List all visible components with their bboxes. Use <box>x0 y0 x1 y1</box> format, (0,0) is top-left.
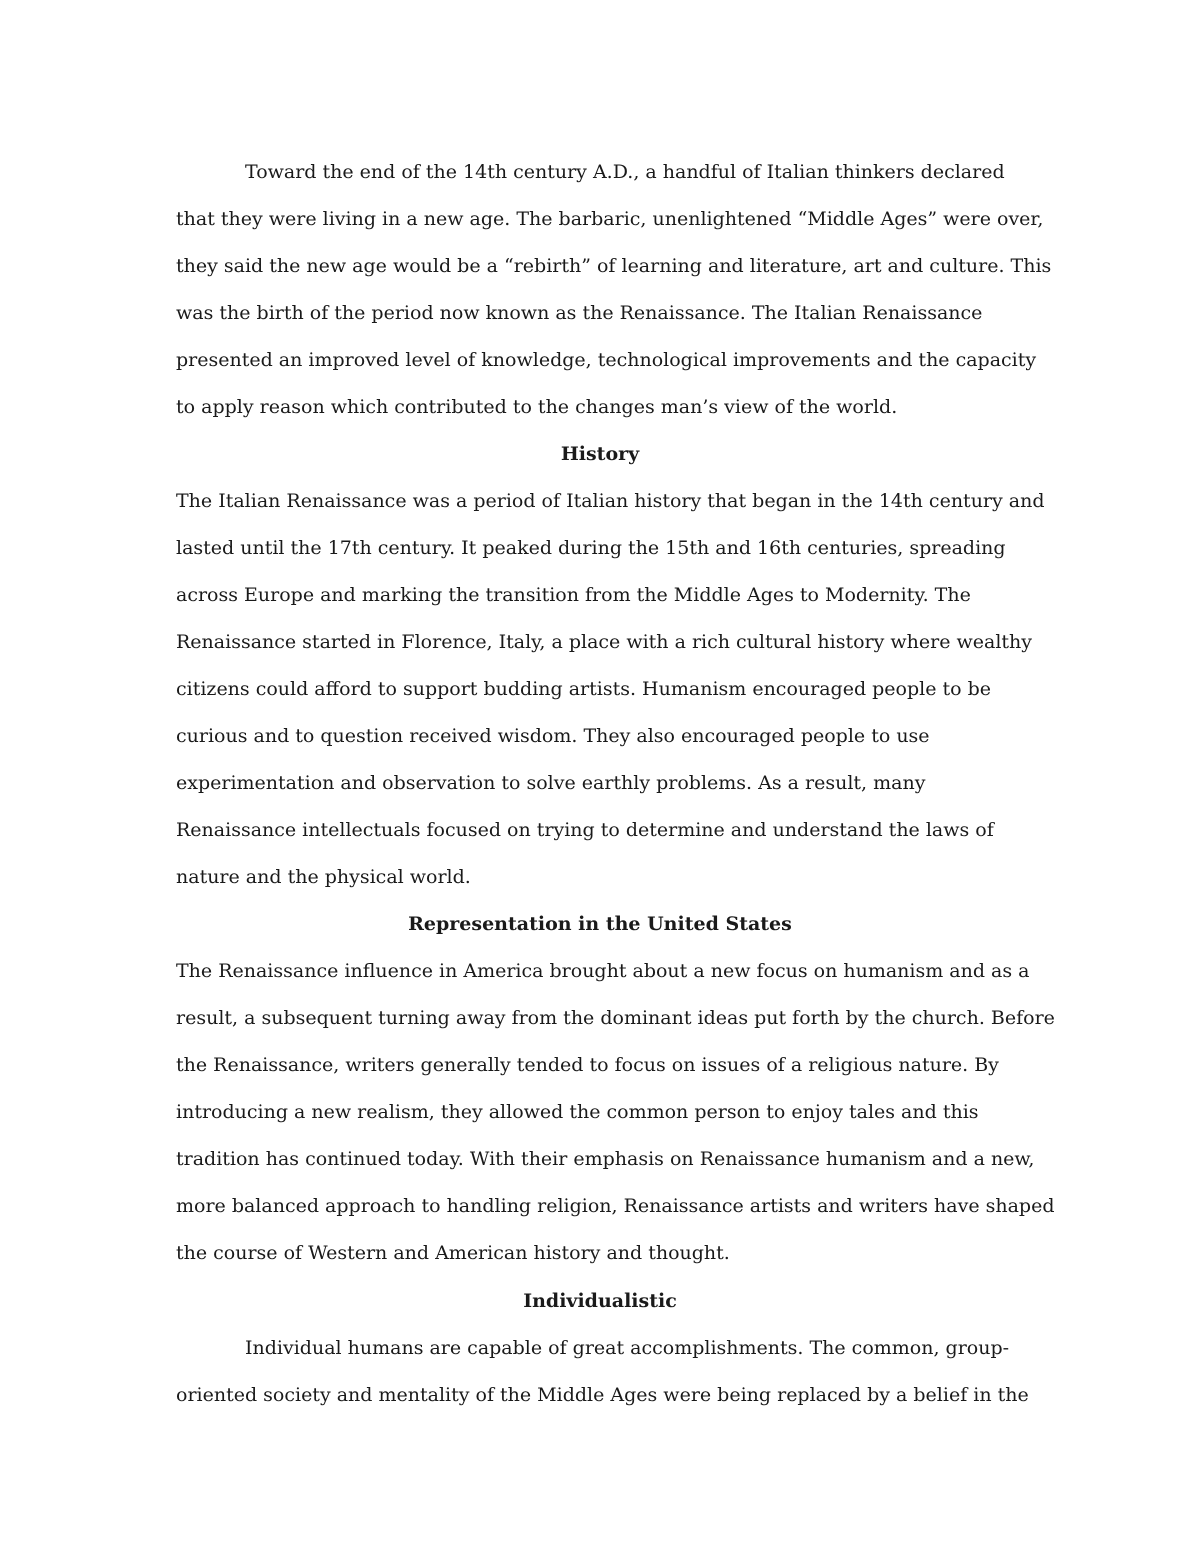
paragraph-line: introducing a new realism, they allowed the common person to enjoy tales and this <box>176 1101 979 1123</box>
paragraph-line: Renaissance started in Florence, Italy, a place with a rich cultural history where wealthy <box>176 631 1033 653</box>
paragraph-line: Individual humans are capable of great accomplishments. The common, group- <box>245 1337 1010 1359</box>
paragraph-line: The Renaissance influence in America brought about a new focus on humanism and as a <box>176 960 1030 982</box>
paragraph-line: The Italian Renaissance was a period of Italian history that began in the 14th century and <box>176 490 1045 512</box>
paragraph-line: oriented society and mentality of the Middle Ages were being replaced by a belief in the <box>176 1384 1029 1406</box>
paragraph-line: lasted until the 17th century. It peaked during the 15th and 16th centuries, spreading <box>176 537 1006 559</box>
paragraph-line: citizens could afford to support budding artists. Humanism encouraged people to be <box>176 678 992 700</box>
section-heading-individualistic: Individualistic <box>523 1290 677 1312</box>
section-heading-history: History <box>560 443 640 465</box>
section-heading-representation: Representation in the United States <box>408 913 792 935</box>
paragraph-line: curious and to question received wisdom. They also encouraged people to use <box>176 725 930 747</box>
paragraph-line: Toward the end of the 14th century A.D., a handful of Italian thinkers declared <box>245 161 1005 183</box>
paragraph-line: they said the new age would be a “rebirth” of learning and literature, art and culture. This <box>176 255 1052 277</box>
paragraph-line: the Renaissance, writers generally tended to focus on issues of a religious nature. By <box>176 1054 999 1076</box>
paragraph-line: that they were living in a new age. The barbaric, unenlightened “Middle Ages” were over, <box>176 208 1044 230</box>
paragraph-line: more balanced approach to handling religion, Renaissance artists and writers have shaped <box>176 1195 1055 1217</box>
paragraph-line: across Europe and marking the transition from the Middle Ages to Modernity. The <box>176 584 971 606</box>
paragraph-line: tradition has continued today. With their emphasis on Renaissance humanism and a new, <box>176 1148 1035 1170</box>
paragraph-line: to apply reason which contributed to the changes man’s view of the world. <box>176 396 898 418</box>
paragraph-line: result, a subsequent turning away from the dominant ideas put forth by the church. Before <box>176 1007 1055 1029</box>
paragraph-line: the course of Western and American history and thought. <box>176 1242 730 1264</box>
paragraph-line: experimentation and observation to solve earthly problems. As a result, many <box>176 772 926 794</box>
paragraph-line: nature and the physical world. <box>176 866 471 888</box>
paragraph-line: Renaissance intellectuals focused on trying to determine and understand the laws of <box>176 819 994 841</box>
paragraph-line: presented an improved level of knowledge, technological improvements and the capacity <box>176 349 1037 371</box>
paragraph-line: was the birth of the period now known as the Renaissance. The Italian Renaissance <box>176 302 983 324</box>
